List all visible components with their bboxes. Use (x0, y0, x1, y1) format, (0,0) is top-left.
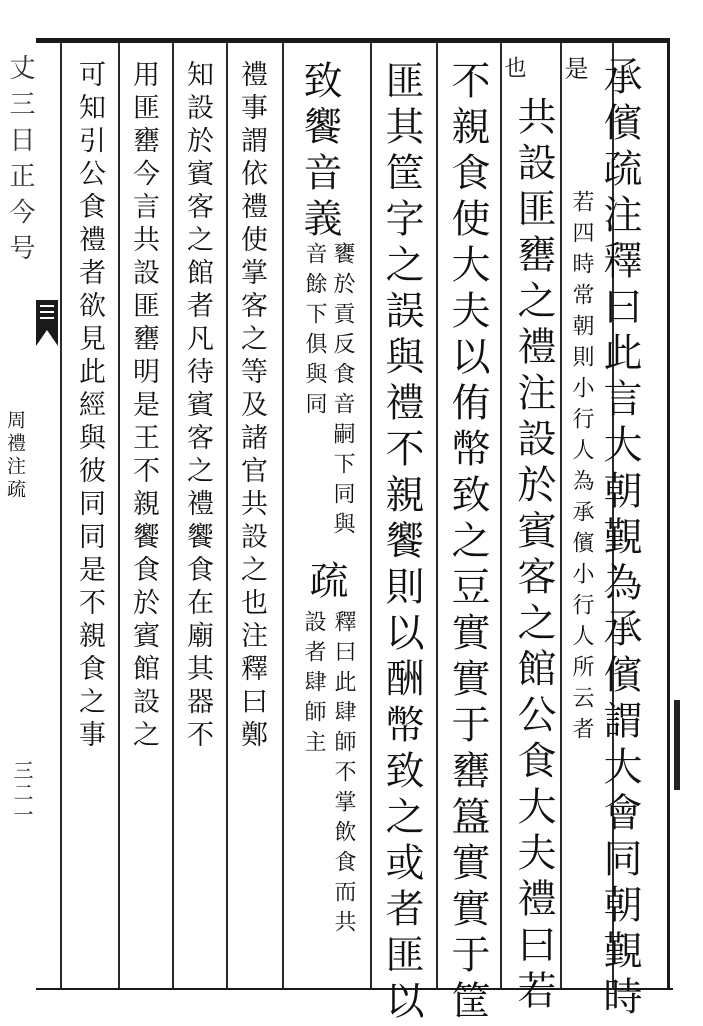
frame-right-rule (667, 38, 670, 990)
ink-mark (674, 700, 680, 790)
frame-bottom-rule (36, 988, 673, 990)
text-column (511, 96, 556, 1016)
column-main-text: 是 (560, 56, 588, 89)
text-column (184, 60, 211, 753)
column-rule (370, 43, 372, 988)
column-rule (436, 43, 438, 988)
text-column (445, 60, 490, 1026)
fishtail-mark (36, 300, 58, 346)
column-main-text: 承儐疏注釋曰此言大朝覲為承儐謂大會同朝覲時 (597, 56, 642, 1022)
text-column (238, 60, 265, 753)
text-column (130, 60, 157, 753)
column-main-text: 用匪罋今言共設匪罋明是王不親饗食於賓館設之 (128, 60, 159, 753)
column-rule (282, 43, 284, 988)
column-main-text (96, 60, 127, 753)
column-rule (560, 43, 562, 988)
column-main-text: 禮事謂依禮使掌客之等及諸官共設之也注釋曰鄭 (236, 60, 267, 753)
column-rule (172, 43, 174, 988)
book-title: 周禮注疏 (4, 410, 26, 502)
text-column (570, 190, 592, 748)
column-main-text: 匪其筐字之誤與禮不親饗則以酬幣致之或者匪以 (379, 60, 424, 1026)
text-column (562, 56, 586, 89)
column-main-text: 致饗音義 (297, 60, 342, 244)
margin-edge-text: 丈三日正今号 (5, 54, 35, 270)
column-sub-text: 饔於貢反食音嗣下同與音餘下俱與同 (302, 242, 355, 542)
text-column (298, 610, 358, 940)
column-sub-text: 釋曰此肆師不掌飲食而共設者肆師主 (301, 610, 356, 940)
text-column (379, 60, 424, 1026)
page-number: 三二一 (10, 760, 34, 826)
column-main-text: 知設於賓客之館者凡待賓客之禮饗食在廟其器不 (182, 60, 213, 753)
column-sub-text: 也 (501, 56, 526, 87)
column-rule (226, 43, 228, 988)
column-main-text: 不親食使大夫以侑幣致之豆實實于罋簋實實于筐 (445, 60, 490, 1026)
text-column (300, 242, 356, 562)
column-rule (500, 43, 502, 988)
column-main-text: 疏 (303, 560, 348, 606)
column-sub-text: 若四時常朝則小行人為承儐小行人所云者 (569, 190, 594, 748)
text-column (303, 560, 348, 606)
column-main-text: 共設匪罋之禮注設於賓客之館公食大夫禮曰若 (511, 96, 556, 1016)
column-main-text: 可知引公食禮者欲見此經與彼同同是不親食之事 (74, 60, 105, 753)
column-main-text (62, 60, 93, 753)
text-column (297, 60, 342, 244)
text-column (597, 56, 642, 1022)
text-column (502, 56, 524, 87)
